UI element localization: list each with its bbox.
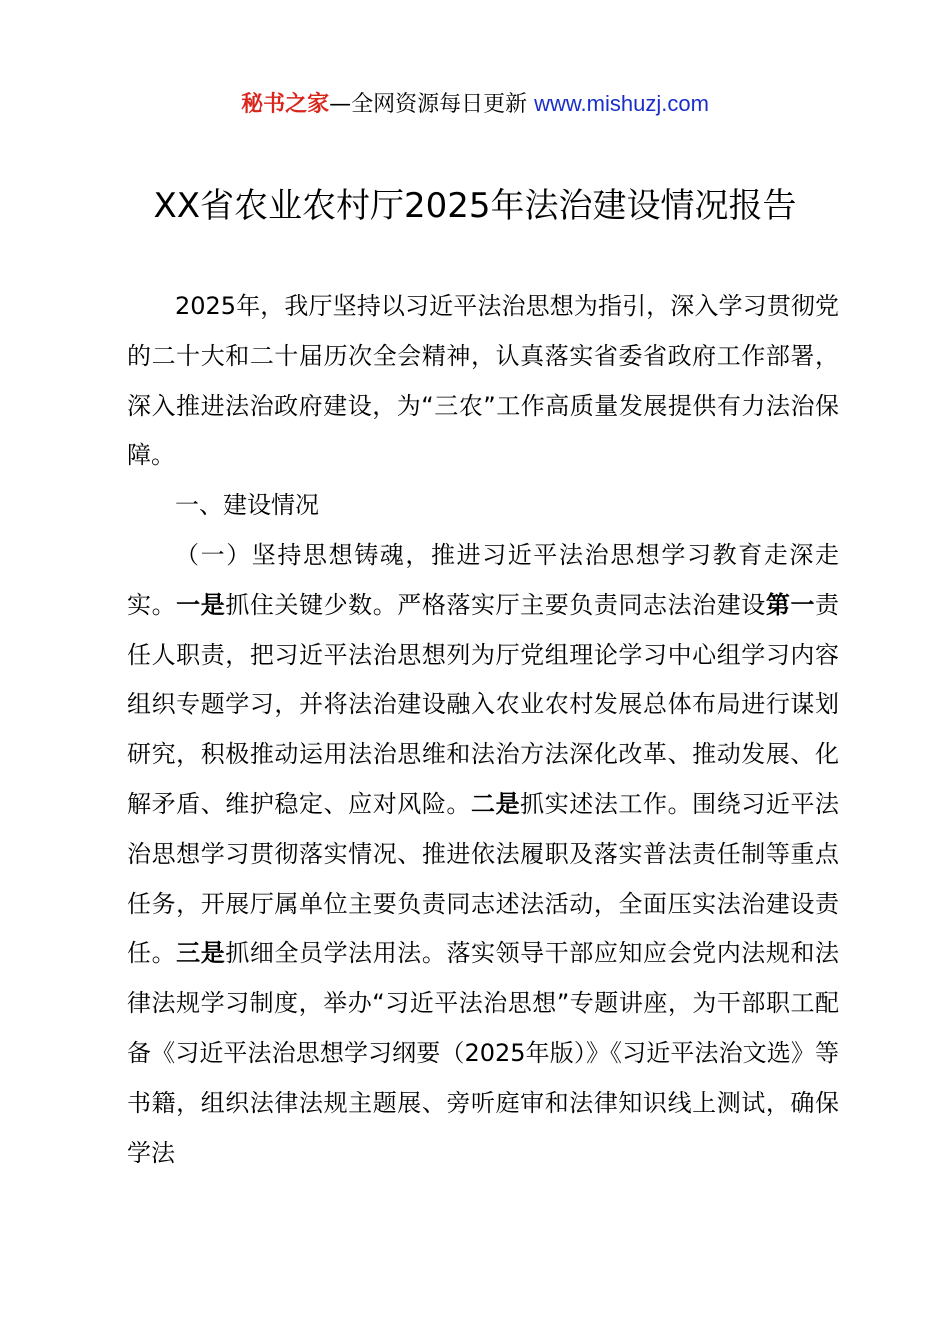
- header-slogan: —全网资源每日更新: [329, 92, 528, 117]
- paragraph-text: 抓细全员学法用法。落实领导干部应知应会党内法规和法律法规学习制度，举办“习近平法治思想”专题讲座，为干部职工配备《习近平法治思想学习纲要（2025年版）》《习近平法治文选》等书籍，组织法律法规主题展、旁听庭审和法律知识线上测试，确保学法: [127, 939, 840, 1167]
- intro-paragraph: 2025年，我厅坚持以习近平法治思想为指引，深入学习贯彻党的二十大和二十届历次全会精神，认真落实省委省政府工作部署，深入推进法治政府建设，为“三农”工作高质量发展提供有力法治保障。: [127, 292, 839, 470]
- section-heading: 一、建设情况: [175, 491, 319, 520]
- bold-marker: 二是: [471, 789, 521, 818]
- section-paragraph: [127, 531, 839, 1178]
- bold-marker: 三是: [176, 939, 226, 968]
- site-header: [0, 84, 950, 125]
- bold-marker: 一是: [176, 590, 226, 619]
- paragraph-text: 抓实述法工作。围绕习近平法治思想学习贯彻落实情况、推进依法履职及落实普法责任制等重点任务，开展厅属单位主要负责同志述法活动，全面压实法治建设责任。: [127, 789, 840, 968]
- document-title: XX省农业农村厅2025年法治建设情况报告: [153, 186, 797, 226]
- bold-marker: 第一: [765, 590, 816, 619]
- site-url-link[interactable]: www.mishuzj.com: [534, 91, 709, 116]
- sub-heading: （一）坚持思想铸魂，推进习近平法治思想学习教育走深走实。: [127, 540, 839, 619]
- document-body: [127, 282, 839, 1178]
- paragraph-text: 抓住关键少数。严格落实厅主要负责同志法治建设: [225, 590, 766, 619]
- paragraph-text: 责任人职责，把习近平法治思想列为厅党组理论学习中心组学习内容组织专题学习，并将法治建设融入农业农村发展总体布局进行谋划研究，积极推动运用法治思维和法治方法深化改革、推动发展、化解矛盾、维护稳定、应对风险。: [127, 590, 840, 818]
- brand-name: 秘书之家: [241, 92, 330, 117]
